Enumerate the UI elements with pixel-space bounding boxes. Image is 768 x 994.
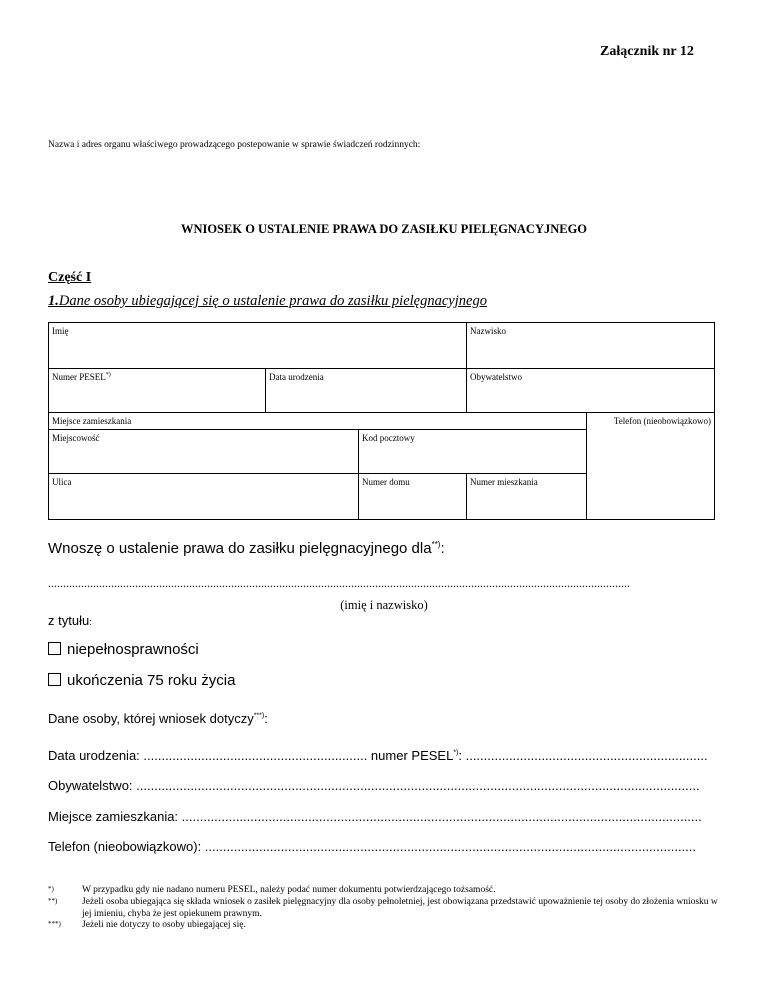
surname-field[interactable] [467, 323, 715, 369]
footnote-2-mark: **) [48, 897, 58, 905]
person-footnote-mark: ***) [253, 712, 265, 720]
house-number-field[interactable] [359, 474, 467, 520]
beneficiary-name-line[interactable]: .................................................................................................................................................................................................. [48, 576, 630, 590]
age-75-checkbox[interactable] [48, 673, 61, 686]
surname-label: Nazwisko [470, 326, 507, 336]
person-heading-text: Dane osoby, której wniosek dotyczy [48, 711, 254, 726]
person-pesel-dots: : ................................................................... [458, 748, 708, 763]
citizenship-line[interactable]: Obywatelstwo: ............................................................................................................................................................ [48, 778, 700, 793]
part-heading: Część I [48, 270, 92, 285]
city-label: Miejscowość [52, 433, 100, 443]
street-label: Ulica [52, 477, 72, 487]
phone-field[interactable] [587, 413, 715, 520]
disability-checkbox[interactable] [48, 642, 61, 655]
footnote-1-text: W przypadku gdy nie nadano numeru PESEL, należy podać numer dokumentu potwierdzającego tożsamość. [82, 885, 496, 895]
age-75-option-label: ukończenia 75 roku życia [67, 672, 236, 689]
section-number: 1. [48, 293, 59, 309]
reason-label-text: z tytułu [48, 613, 90, 628]
section-text: Dane osoby ubiegającej się o ustalenie prawa do zasiłku pielęgnacyjnego [58, 293, 487, 309]
birth-date-text: Data urodzenia: .............................................................. numer PESEL [48, 748, 454, 763]
flat-number-label: Numer mieszkania [470, 477, 538, 487]
name-caption: (imię i nazwisko) [340, 598, 428, 612]
citizenship-field[interactable] [467, 369, 715, 413]
person-pesel-mark: *) [453, 749, 459, 757]
person-heading [48, 711, 268, 726]
footnote-1-mark: *) [48, 885, 54, 893]
residence-line[interactable]: Miejsce zamieszkania: ................................................................................................................................................ [48, 809, 702, 824]
request-footnote-mark: **) [431, 540, 441, 549]
citizenship-label: Obywatelstwo [470, 372, 523, 382]
pesel-footnote-mark: *) [105, 372, 111, 378]
footnote-2-text: Jeżeli osoba ubiegająca się składa wniosek o zasiłek pielęgnacyjny dla osoby pełnoletniej, jest obowiązana przedstawić upoważnienie tej osoby do złożenia wniosku w jej imieniu, chyba że jest opiekunem prawnym. [82, 897, 718, 919]
residence-label: Miejsce zamieszkania [52, 416, 132, 426]
street-field[interactable] [49, 474, 359, 520]
city-field[interactable] [49, 430, 359, 474]
pesel-label: Numer PESEL [52, 372, 106, 382]
section-heading [48, 293, 487, 310]
birth-date-pesel-line[interactable] [48, 748, 714, 763]
residence-header [49, 413, 587, 430]
reason-label [48, 613, 92, 628]
person-heading-colon: : [264, 711, 268, 726]
request-text: Wnoszę o ustalenie prawa do zasiłku pielęgnacyjnego dla [48, 540, 432, 557]
request-colon: : [440, 540, 445, 557]
document-title: WNIOSEK O USTALENIE PRAWA DO ZASIŁKU PIELĘGNACYJNEGO [180, 222, 588, 236]
flat-number-field[interactable] [467, 474, 587, 520]
postal-code-label: Kod pocztowy [362, 433, 415, 443]
first-name-field[interactable] [49, 323, 467, 369]
phone-line[interactable]: Telefon (nieobowiązkowo): ........................................................................................................................................ [48, 839, 697, 854]
footnote-3-text: Jeżeli nie dotyczy to osoby ubiegającej się. [82, 920, 246, 930]
phone-label: Telefon (nieobowiązkowo) [613, 416, 712, 426]
birth-date-label: Data urodzenia [269, 372, 324, 382]
postal-code-field[interactable] [359, 430, 587, 474]
applicant-data-table [48, 322, 715, 520]
house-number-label: Numer domu [362, 477, 410, 487]
pesel-field[interactable] [49, 369, 266, 413]
birth-date-field[interactable] [266, 369, 467, 413]
annex-number: Załącznik nr 12 [600, 44, 694, 59]
organ-label: Nazwa i adres organu właściwego prowadzącego postepowanie w sprawie świadczeń rodzinnych: [48, 140, 421, 150]
option-age-75[interactable] [48, 672, 235, 689]
first-name-label: Imię [52, 326, 69, 336]
option-disability[interactable] [48, 641, 199, 658]
request-statement [48, 540, 445, 557]
reason-colon: : [89, 617, 92, 627]
disability-option-label: niepełnosprawności [67, 641, 199, 658]
footnote-3-mark: ***) [48, 920, 61, 928]
